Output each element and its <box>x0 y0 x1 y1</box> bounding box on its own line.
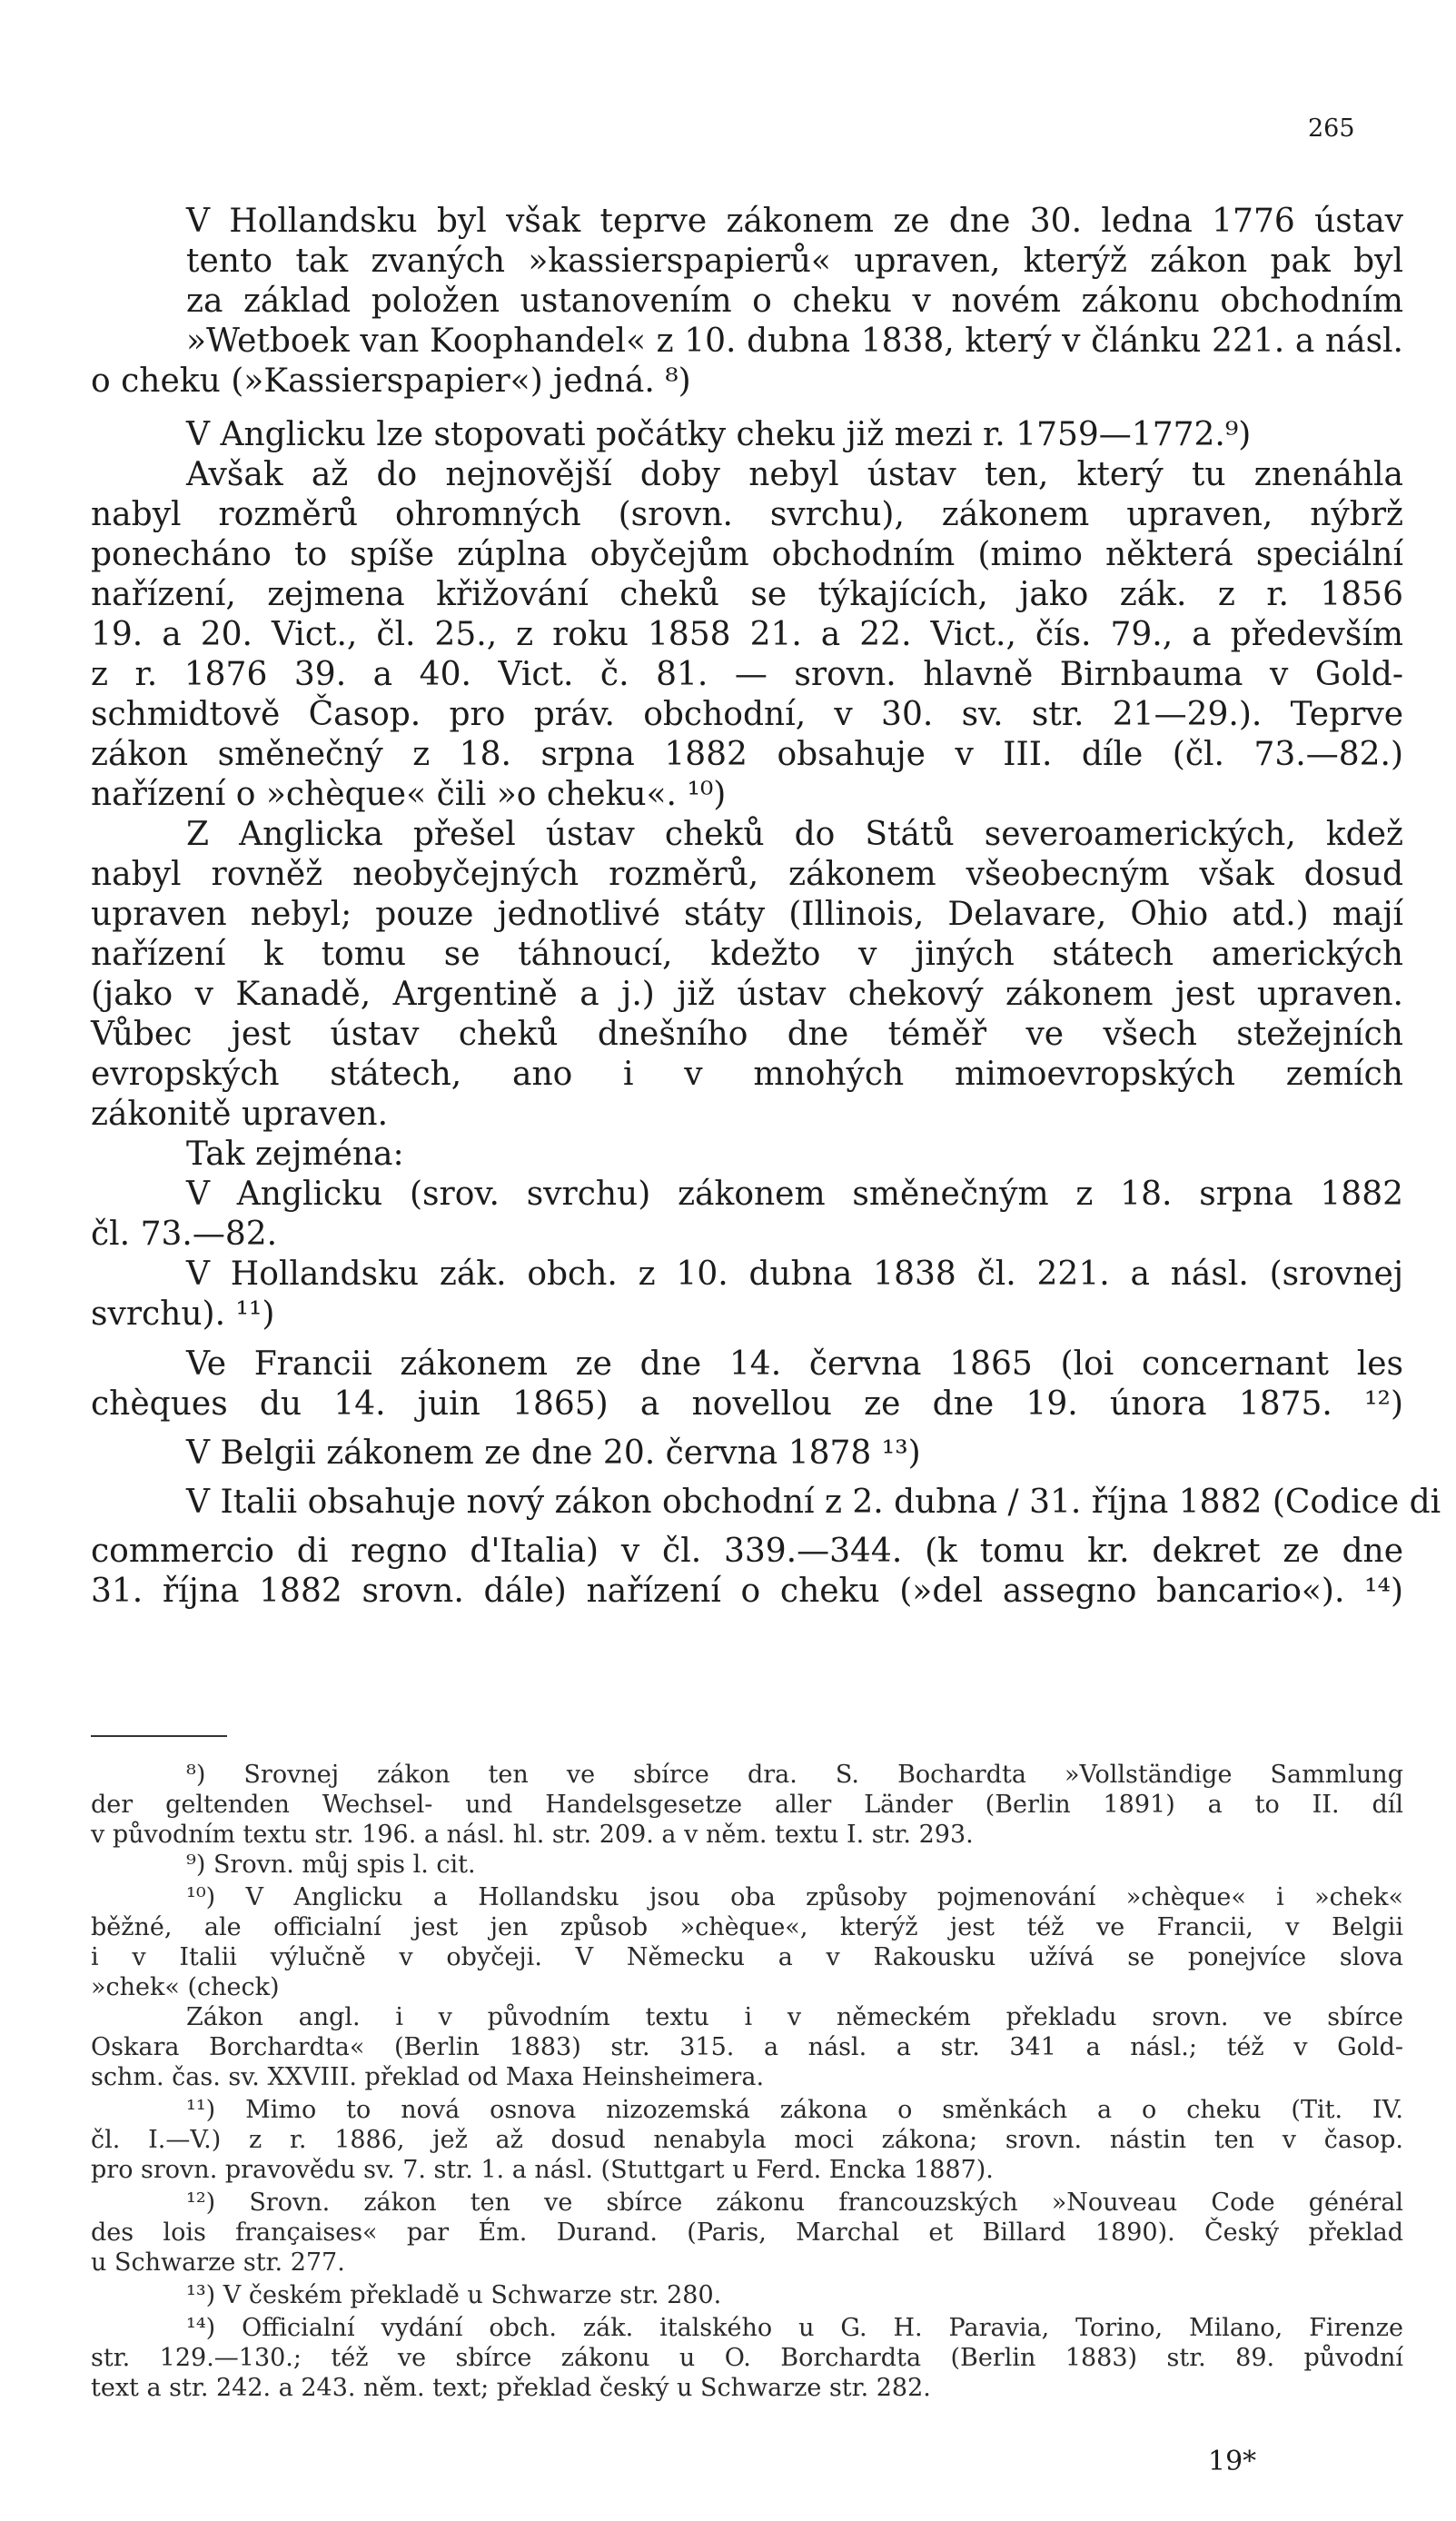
footnote-line: ⁹) Srovn. můj spis l. cit. <box>186 1851 476 1879</box>
footnote-line: i v Italii výlučně v obyčeji. V Německu a v Rakousku užívá se ponejvíce slova <box>91 1943 1403 1971</box>
body-line: V Anglicku (srov. svrchu) zákonem směnečným z 18. srpna 1882 <box>186 1176 1403 1213</box>
body-line: zákon směnečný z 18. srpna 1882 obsahuje v III. díle (čl. 73.—82.) <box>91 736 1403 773</box>
body-line: ponecháno to spíše zúplna obyčejům obchodním (mimo některá speciální <box>91 536 1403 573</box>
body-line: V Belgii zákonem ze dne 20. června 1878 ¹³) <box>186 1434 921 1472</box>
body-line: (jako v Kanadě, Argentině a j.) již ústav chekový zákonem jest upraven. <box>91 976 1403 1013</box>
body-line: nabyl rozměrů ohromných (srovn. svrchu), zákonem upraven, nýbrž <box>91 496 1403 533</box>
footnote-line: ¹¹) Mimo to nová osnova nizozemská zákona o směnkách a o cheku (Tit. IV. <box>186 2096 1403 2124</box>
body-line: zákonitě upraven. <box>91 1096 389 1133</box>
footnote-line: ⁸) Srovnej zákon ten ve sbírce dra. S. Bochardta »Vollständige Sammlung <box>186 1761 1403 1789</box>
body-line: nařízení k tomu se táhnoucí, kdežto v jiných státech amerických <box>91 936 1403 973</box>
body-line: svrchu). ¹¹) <box>91 1295 275 1333</box>
body-line: V Anglicku lze stopovati počátky cheku již mezi r. 1759—1772.⁹) <box>186 416 1252 453</box>
footnote-line: Zákon angl. i v původním textu i v německém překladu srovn. ve sbírce <box>186 2003 1403 2031</box>
footnote-line: ¹⁰) V Anglicku a Hollandsku jsou oba způsoby pojmenování »chèque« i »chek« <box>186 1883 1403 1911</box>
footnote-divider <box>91 1735 227 1737</box>
body-line: evropských státech, ano i v mnohých mimoevropských zemích <box>91 1056 1403 1093</box>
footnote-line: schm. čas. sv. XXVIII. překlad od Maxa Heinsheimera. <box>91 2063 765 2091</box>
page-number: 265 <box>1308 114 1355 143</box>
body-line: Ve Francii zákonem ze dne 14. června 1865 (loi concernant les <box>186 1345 1403 1383</box>
body-line: schmidtově Časop. pro práv. obchodní, v 30. sv. str. 21—29.). Teprve <box>91 696 1403 733</box>
footnote-line: v původním textu str. 196. a násl. hl. str. 209. a v něm. textu I. str. 293. <box>91 1821 974 1849</box>
body-line: commercio di regno d'Italia) v čl. 339.—344. (k tomu kr. dekret ze dne <box>91 1533 1403 1570</box>
body-line: Avšak až do nejnovější doby nebyl ústav ten, který tu znenáhla <box>186 456 1403 493</box>
footnote-line: text a str. 242. a 243. něm. text; překlad český u Schwarze str. 282. <box>91 2374 931 2402</box>
footnote-line: Oskara Borchardta« (Berlin 1883) str. 315. a násl. a str. 341 a násl.; též v Gold- <box>91 2033 1403 2061</box>
body-line: Vůbec jest ústav cheků dnešního dne téměř ve všech stežejních <box>91 1016 1403 1053</box>
body-line: 31. října 1882 srovn. dále) nařízení o cheku (»del assegno bancario«). ¹⁴) <box>91 1573 1403 1610</box>
footnote-line: běžné, ale officialní jest jen způsob »chèque«, kterýž jest též ve Francii, v Belgii <box>91 1913 1403 1941</box>
footnote-line: ¹³) V českém překladě u Schwarze str. 280. <box>186 2281 722 2309</box>
footnote-line: čl. I.—V.) z r. 1886, jež až dosud nenabyla moci zákona; srovn. nástin ten v časop. <box>91 2126 1403 2154</box>
body-line: nabyl rovněž neobyčejných rozměrů, zákonem všeobecným však dosud <box>91 856 1403 893</box>
footnote-line: str. 129.—130.; též ve sbírce zákonu u O. Borchardta (Berlin 1883) str. 89. původní <box>91 2344 1403 2372</box>
body-line: 19. a 20. Vict., čl. 25., z roku 1858 21. a 22. Vict., čís. 79., a především <box>91 616 1403 653</box>
body-line: »Wetboek van Koophandel« z 10. dubna 1838, který v článku 221. a násl. <box>186 323 1403 360</box>
body-line: V Hollandsku byl však teprve zákonem ze dne 30. ledna 1776 ústav <box>186 203 1403 240</box>
footnote-line: ¹⁴) Officialní vydání obch. zák. italského u G. H. Paravia, Torino, Milano, Firenze <box>186 2314 1403 2342</box>
footnote-line: der geltenden Wechsel- und Handelsgesetze aller Länder (Berlin 1891) a to II. díl <box>91 1791 1403 1819</box>
body-line: čl. 73.—82. <box>91 1216 278 1253</box>
body-line: Z Anglicka přešel ústav cheků do Států severoamerických, kdež <box>186 816 1403 853</box>
footnote-line: ¹²) Srovn. zákon ten ve sbírce zákonu francouzských »Nouveau Code général <box>186 2189 1403 2217</box>
body-line: chèques du 14. juin 1865) a novellou ze dne 19. února 1875. ¹²) <box>91 1385 1403 1423</box>
body-line: Tak zejména: <box>186 1136 404 1173</box>
body-line: z r. 1876 39. a 40. Vict. č. 81. — srovn. hlavně Birnbauma v Gold- <box>91 656 1403 693</box>
body-line: upraven nebyl; pouze jednotlivé státy (Illinois, Delavare, Ohio atd.) mají <box>91 896 1403 933</box>
footnote-line: des lois françaises« par Ém. Durand. (Paris, Marchal et Billard 1890). Český překlad <box>91 2218 1403 2247</box>
signature-mark: 19* <box>1208 2446 1257 2477</box>
body-line: V Hollandsku zák. obch. z 10. dubna 1838 čl. 221. a násl. (srovnej <box>186 1256 1403 1293</box>
footnote-line: u Schwarze str. 277. <box>91 2248 345 2277</box>
body-line: V Italii obsahuje nový zákon obchodní z 2. dubna / 31. října 1882 (Codice di <box>186 1484 1441 1521</box>
body-line: nařízení o »chèque« čili »o cheku«. ¹⁰) <box>91 776 727 813</box>
body-line: tento tak zvaných »kassierspapierů« upraven, kterýž zákon pak byl <box>186 243 1403 280</box>
body-line: za základ položen ustanovením o cheku v novém zákonu obchodním <box>186 283 1403 320</box>
body-line: o cheku (»Kassierspapier«) jedná. ⁸) <box>91 362 691 400</box>
body-line: nařízení, zejmena křižování cheků se týkajících, jako zák. z r. 1856 <box>91 576 1403 613</box>
footnote-line: »chek« (check) <box>91 1973 280 2001</box>
footnote-line: pro srovn. pravovědu sv. 7. str. 1. a násl. (Stuttgart u Ferd. Encka 1887). <box>91 2156 994 2184</box>
